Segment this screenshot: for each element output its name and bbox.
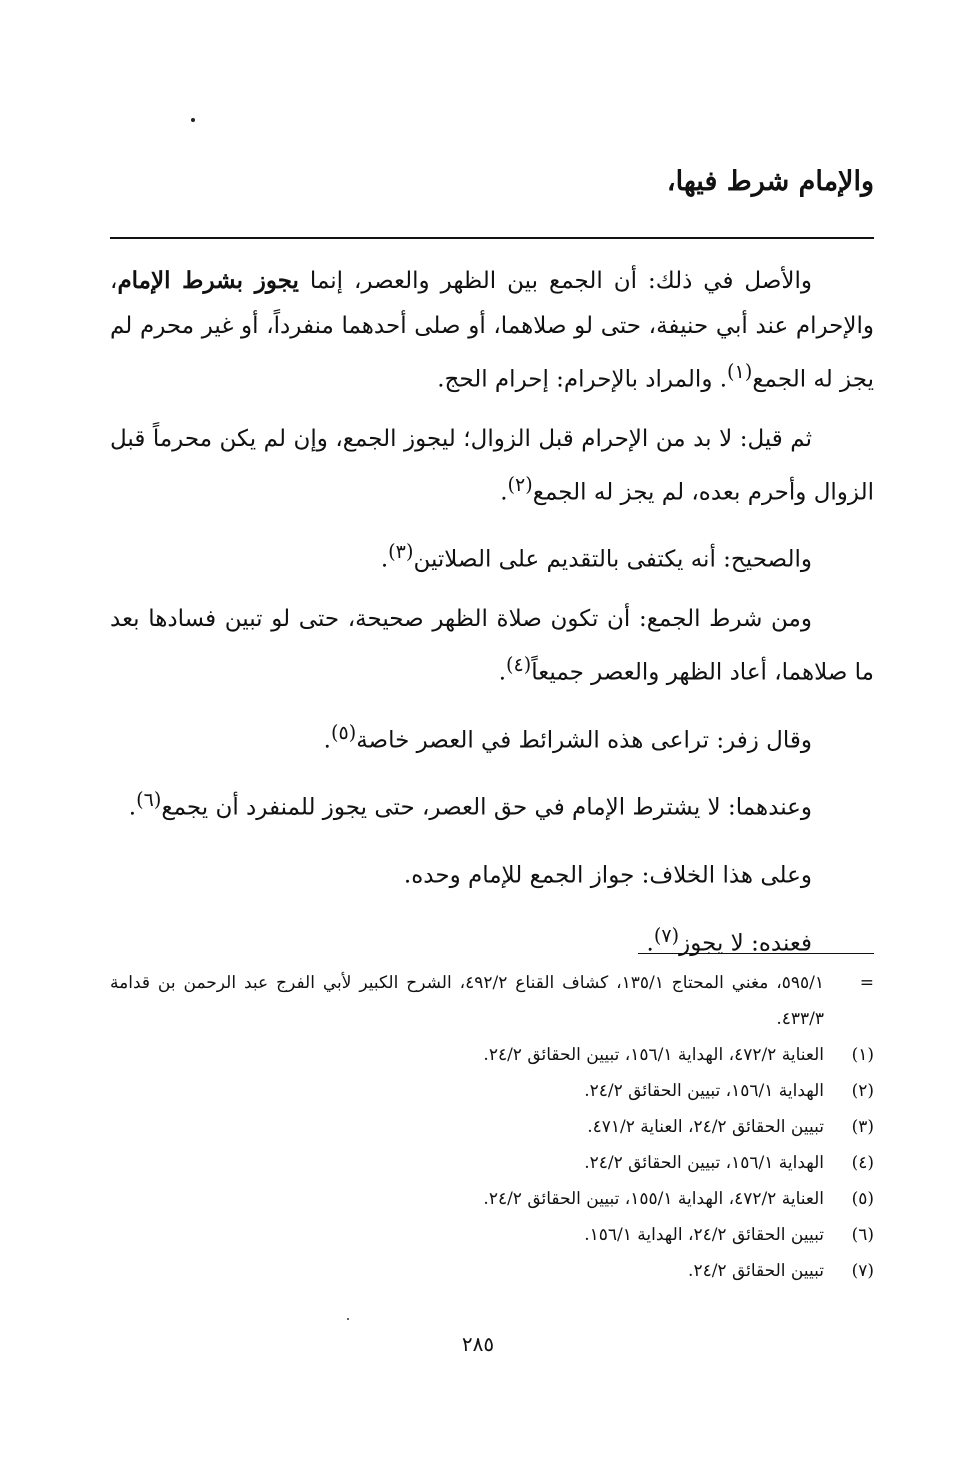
heading-rule — [110, 237, 874, 239]
footnote-text: العناية ٤٧٢/٢، الهداية ١٥٦/١، تبيين الحقائق ٢٤/٢. — [483, 1045, 824, 1065]
footnote-text: العناية ٤٧٢/٢، الهداية ١٥٥/١، تبيين الحقائق ٢٤/٢. — [483, 1189, 824, 1209]
footnote-marker: (٢) — [851, 1081, 874, 1101]
footnote-ref: (٣) — [388, 540, 414, 564]
footnote-3 — [110, 1109, 874, 1145]
footnote-4 — [110, 1145, 874, 1181]
paragraph-5: وقال زفر: تراعى هذه الشرائط في العصر خاصة$^{(٥)}$. — [323, 720, 812, 754]
page-number: ٢٨٥ — [461, 1332, 495, 1356]
stray-dot — [347, 1318, 349, 1320]
footnote-marker: (٣) — [851, 1117, 874, 1137]
bold-phrase: يجوز بشرط الإمام — [117, 267, 299, 294]
main-text — [110, 258, 874, 980]
footnote-7 — [110, 1253, 874, 1289]
footnotes — [110, 965, 874, 1289]
stray-dot — [191, 118, 195, 122]
footnote-text: تبيين الحقائق ٢٤/٢. — [688, 1261, 824, 1281]
footnote-ref: (١) — [727, 360, 753, 383]
footnote-separator — [638, 953, 874, 954]
footnote-text: الهداية ١٥٦/١، تبيين الحقائق ٢٤/٢. — [584, 1081, 824, 1101]
footnote-text: تبيين الحقائق ٢٤/٢، الهداية ١٥٦/١. — [584, 1225, 824, 1245]
footnote-marker: (٤) — [851, 1153, 874, 1173]
footnote-marker: (٦) — [851, 1225, 874, 1245]
footnote-text: ٥٩٥/١، مغني المحتاج ١٣٥/١، كشاف القناع ٤٩٢/٢، الشرح الكبير لأبي الفرج عبد الرحمن بن قدامة ٤٣٣/٣. — [110, 973, 824, 1029]
footnote-ref: (٢) — [507, 472, 533, 496]
footnote-ref: (٧) — [653, 923, 680, 947]
footnote-1 — [110, 1037, 874, 1073]
paragraph-7: وعلى هذا الخلاف: جواز الجمع للإمام وحده. — [403, 862, 812, 889]
footnote-ref: (٤) — [506, 652, 532, 676]
footnote-2 — [110, 1073, 874, 1109]
footnote-marker: = — [859, 973, 874, 993]
footnote-ref: (٥) — [330, 720, 357, 744]
footnote-marker: (٥) — [851, 1189, 874, 1209]
footnote-ref: (٦) — [136, 788, 162, 812]
paragraph-4: ومن شرط الجمع: أن تكون صلاة الظهر صحيحة، حتى لو تبين فسادها بعد ما صلاهما، أعاد الظهر والعصر جميعاً$^{(٤)}$. — [110, 605, 874, 686]
footnote-text: الهداية ١٥٦/١، تبيين الحقائق ٢٤/٢. — [584, 1153, 824, 1173]
paragraph-1: والأصل في ذلك: أن الجمع بين الظهر والعصر، إنما يجوز بشرط الإمام، والإحرام عند أبي حنيفة، حتى لو صلاهما، أو صلى أحدهما منفرداً، أو غير محرم لم يجز له الجمع$^{(١)}$. والمراد بالإحرام: إحرام الحج. — [110, 267, 874, 393]
paragraph-3: والصحيح: أنه يكتفى بالتقديم على الصلاتين$^{(٣)}$. — [380, 540, 812, 573]
paragraph-6: وعندهما: لا يشترط الإمام في حق العصر، حتى يجوز للمنفرد أن يجمع$^{(٦)}$. — [128, 788, 812, 821]
footnote-text: تبيين الحقائق ٢٤/٢، العناية ٤٧١/٢. — [587, 1117, 824, 1137]
paragraph-2: ثم قيل: لا بد من الإحرام قبل الزوال؛ ليجوز الجمع، وإن لم يكن محرماً قبل الزوال وأحرم بعده، لم يجز له الجمع$^{(٢)}$. — [110, 425, 874, 506]
section-heading: والإمام شرط فيها، — [666, 166, 874, 197]
paragraph-8: فعنده: لا يجوز$^{(٧)}$. — [646, 923, 812, 957]
footnote-continuation — [110, 965, 874, 1037]
footnote-marker: (٧) — [851, 1261, 874, 1281]
footnote-marker: (١) — [851, 1045, 874, 1065]
footnote-6 — [110, 1217, 874, 1253]
footnote-5 — [110, 1181, 874, 1217]
